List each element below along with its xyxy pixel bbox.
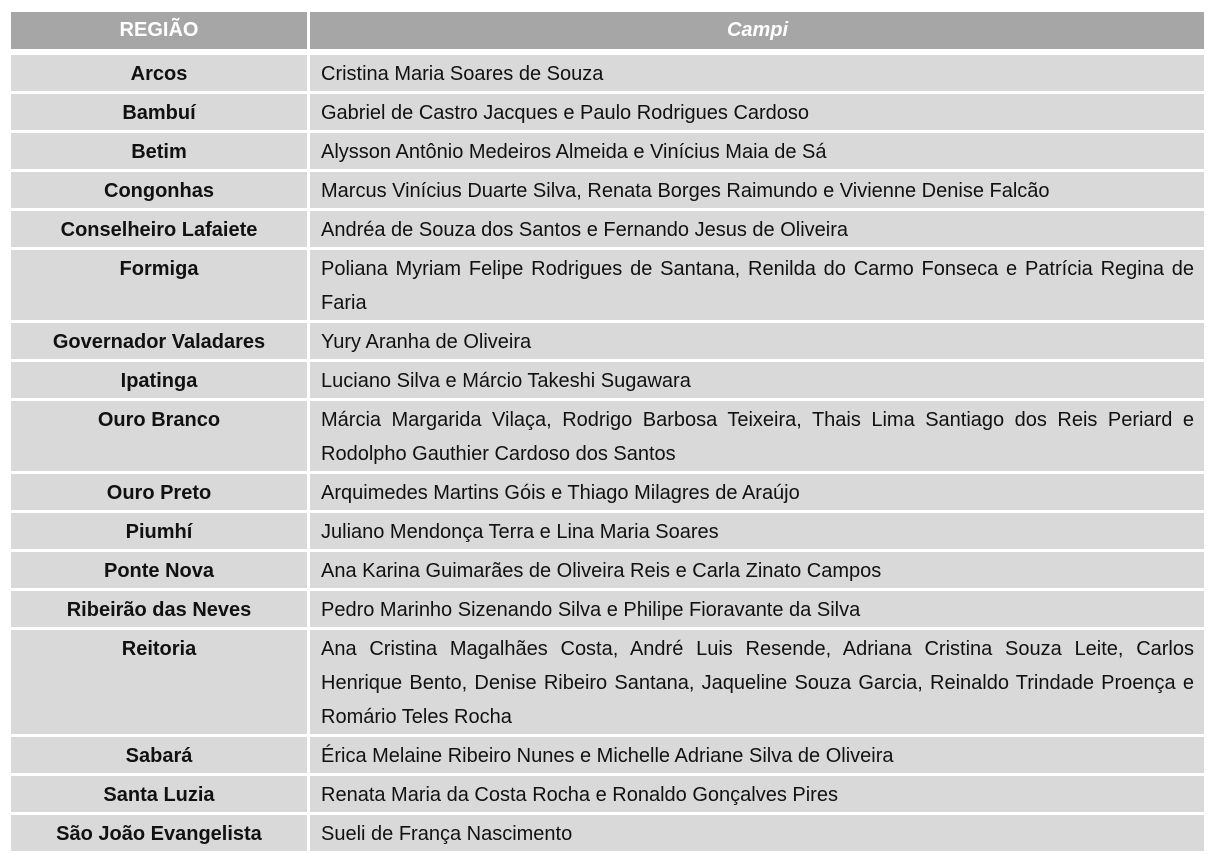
table-row xyxy=(11,737,1204,773)
table-row xyxy=(11,362,1204,398)
region-cell: Ponte Nova xyxy=(11,552,307,588)
region-cell: Governador Valadares xyxy=(11,323,307,359)
names-cell: Sueli de França Nascimento xyxy=(310,815,1204,851)
region-cell: Reitoria xyxy=(11,630,307,734)
names-cell: Alysson Antônio Medeiros Almeida e Vinícius Maia de Sá xyxy=(310,133,1204,169)
names-cell: Érica Melaine Ribeiro Nunes e Michelle Adriane Silva de Oliveira xyxy=(310,737,1204,773)
region-cell: Piumhí xyxy=(11,513,307,549)
table-row xyxy=(11,513,1204,549)
names-cell: Gabriel de Castro Jacques e Paulo Rodrigues Cardoso xyxy=(310,94,1204,130)
region-cell: Ribeirão das Neves xyxy=(11,591,307,627)
region-cell: Arcos xyxy=(11,55,307,91)
names-cell: Cristina Maria Soares de Souza xyxy=(310,55,1204,91)
table-row xyxy=(11,401,1204,471)
region-cell: Formiga xyxy=(11,250,307,320)
region-cell: Ipatinga xyxy=(11,362,307,398)
table-body xyxy=(11,55,1204,851)
names-cell: Arquimedes Martins Góis e Thiago Milagres de Araújo xyxy=(310,474,1204,510)
names-cell: Ana Karina Guimarães de Oliveira Reis e Carla Zinato Campos xyxy=(310,552,1204,588)
table-header-row xyxy=(11,12,1204,49)
header-campi: Campi xyxy=(310,12,1204,49)
region-cell: Conselheiro Lafaiete xyxy=(11,211,307,247)
table-row xyxy=(11,474,1204,510)
names-cell: Ana Cristina Magalhães Costa, André Luis Resende, Adriana Cristina Souza Leite, Carlos Henrique Bento, Denise Ribeiro Santana, Jaqueline Souza Garcia, Reinaldo Trindade Proença e Romário Teles Rocha xyxy=(310,630,1204,734)
region-cell: Sabará xyxy=(11,737,307,773)
region-cell: Congonhas xyxy=(11,172,307,208)
coordinators-table xyxy=(11,12,1204,854)
header-region: REGIÃO xyxy=(11,12,307,49)
names-cell: Andréa de Souza dos Santos e Fernando Jesus de Oliveira xyxy=(310,211,1204,247)
region-cell: Ouro Preto xyxy=(11,474,307,510)
table-row xyxy=(11,133,1204,169)
region-cell: Santa Luzia xyxy=(11,776,307,812)
names-cell: Juliano Mendonça Terra e Lina Maria Soares xyxy=(310,513,1204,549)
table-row xyxy=(11,630,1204,734)
names-cell: Márcia Margarida Vilaça, Rodrigo Barbosa Teixeira, Thais Lima Santiago dos Reis Periard e Rodolpho Gauthier Cardoso dos Santos xyxy=(310,401,1204,471)
region-cell: São João Evangelista xyxy=(11,815,307,851)
table-row xyxy=(11,55,1204,91)
table-row xyxy=(11,211,1204,247)
region-cell: Ouro Branco xyxy=(11,401,307,471)
table-row xyxy=(11,815,1204,851)
names-cell: Poliana Myriam Felipe Rodrigues de Santana, Renilda do Carmo Fonseca e Patrícia Regina de Faria xyxy=(310,250,1204,320)
table-row xyxy=(11,250,1204,320)
region-cell: Betim xyxy=(11,133,307,169)
table-row xyxy=(11,552,1204,588)
region-cell: Bambuí xyxy=(11,94,307,130)
names-cell: Yury Aranha de Oliveira xyxy=(310,323,1204,359)
table-row xyxy=(11,591,1204,627)
names-cell: Marcus Vinícius Duarte Silva, Renata Borges Raimundo e Vivienne Denise Falcão xyxy=(310,172,1204,208)
names-cell: Renata Maria da Costa Rocha e Ronaldo Gonçalves Pires xyxy=(310,776,1204,812)
table-row xyxy=(11,323,1204,359)
names-cell: Luciano Silva e Márcio Takeshi Sugawara xyxy=(310,362,1204,398)
table-row xyxy=(11,94,1204,130)
table-row xyxy=(11,172,1204,208)
names-cell: Pedro Marinho Sizenando Silva e Philipe Fioravante da Silva xyxy=(310,591,1204,627)
